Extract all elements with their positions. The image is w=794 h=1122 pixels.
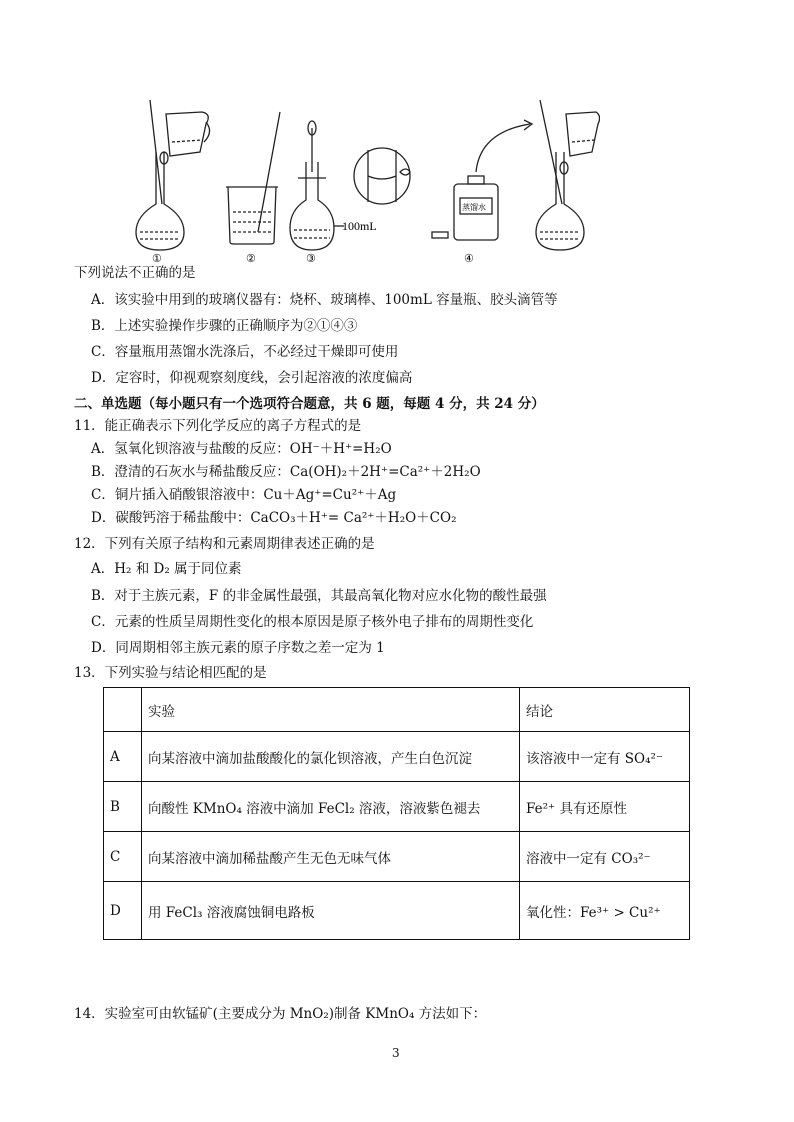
figure-label-1: ① [152,252,162,264]
table-row [104,882,690,940]
q13-stem: 13．下列实验与结论相匹配的是 [74,665,267,681]
figure-label-2: ② [246,252,256,264]
page-number: 3 [392,1046,400,1060]
q12-option-c: C．元素的性质呈周期性变化的根本原因是原子核外电子排布的周期性变化 [91,614,534,630]
table-row [104,782,690,832]
row-experiment: 向某溶液中滴加盐酸酸化的氯化钡溶液，产生白色沉淀 [142,732,520,782]
beaker-stirring-2 [226,112,280,244]
q11-option-a: A．氢氧化钡溶液与盐酸的反应：OH⁻＋H⁺=H₂O [91,441,392,457]
q10-option-c: C．容量瓶用蒸馏水洗涤后，不必经过干燥即可使用 [91,344,399,360]
q10-option-a: A．该实验中用到的玻璃仪器有：烧杯、玻璃棒、100mL 容量瓶、胶头滴管等 [91,292,558,308]
row-experiment: 用 FeCl₃ 溶液腐蚀铜电路板 [142,882,520,940]
header-cell-experiment: 实验 [142,688,520,732]
q11-option-b: B．澄清的石灰水与稀盐酸反应：Ca(OH)₂＋2H⁺=Ca²⁺＋2H₂O [91,464,481,480]
experiment-figure [130,92,600,264]
flask-pouring-1 [136,100,210,250]
row-label: B [104,782,142,832]
table-header-row [104,688,690,732]
flask-pouring-5 [536,100,600,250]
q10-stem: 下列说法不正确的是 [74,265,196,281]
bottle-label: 蒸馏水 [462,203,486,212]
row-conclusion: 溶液中一定有 CO₃²⁻ [520,832,690,882]
row-experiment: 向酸性 KMnO₄ 溶液中滴加 FeCl₂ 溶液，溶液紫色褪去 [142,782,520,832]
q13-table [103,687,690,940]
figure-label-4: ④ [464,252,474,264]
section-heading: 二、单选题（每小题只有一个选项符合题意，共 6 题，每题 4 分，共 24 分） [74,396,545,412]
row-label: A [104,732,142,782]
flask-dropper-3 [290,121,344,250]
q12-option-b: B．对于主族元素，F 的非金属性最强，其最高氧化物对应水化物的酸性最强 [91,588,547,604]
q12-option-a: A．H₂ 和 D₂ 属于同位素 [91,561,242,577]
wash-bottle-4 [432,120,532,240]
q10-option-d: D．定容时，仰视观察刻度线，会引起溶液的浓度偏高 [91,370,413,386]
q12-stem: 12．下列有关原子结构和元素周期律表述正确的是 [74,536,375,552]
row-label: D [104,882,142,940]
q11-option-c: C．铜片插入硝酸银溶液中：Cu＋Ag⁺=Cu²⁺＋Ag [91,487,397,503]
meniscus-magnifier [354,148,410,204]
q10-option-b: B．上述实验操作步骤的正确顺序为②①④③ [91,318,358,334]
row-experiment: 向某溶液中滴加稀盐酸产生无色无味气体 [142,832,520,882]
q14-stem: 14．实验室可由软锰矿(主要成分为 MnO₂)制备 KMnO₄ 方法如下： [74,1006,487,1022]
table-row [104,732,690,782]
q11-stem: 11．能正确表示下列化学反应的离子方程式的是 [74,418,362,434]
q11-option-d: D．碳酸钙溶于稀盐酸中：CaCO₃＋H⁺= Ca²⁺＋H₂O＋CO₂ [91,510,457,526]
row-conclusion: 氧化性：Fe³⁺ > Cu²⁺ [520,882,690,940]
row-conclusion: Fe²⁺ 具有还原性 [520,782,690,832]
q12-option-d: D．同周期相邻主族元素的原子序数之差一定为 1 [91,640,385,656]
header-cell-label [104,688,142,732]
header-cell-conclusion: 结论 [520,688,690,732]
row-label: C [104,832,142,882]
figure-label-3: ③ [306,252,316,264]
table-row [104,832,690,882]
volume-label: 100mL [342,219,377,233]
row-conclusion: 该溶液中一定有 SO₄²⁻ [520,732,690,782]
